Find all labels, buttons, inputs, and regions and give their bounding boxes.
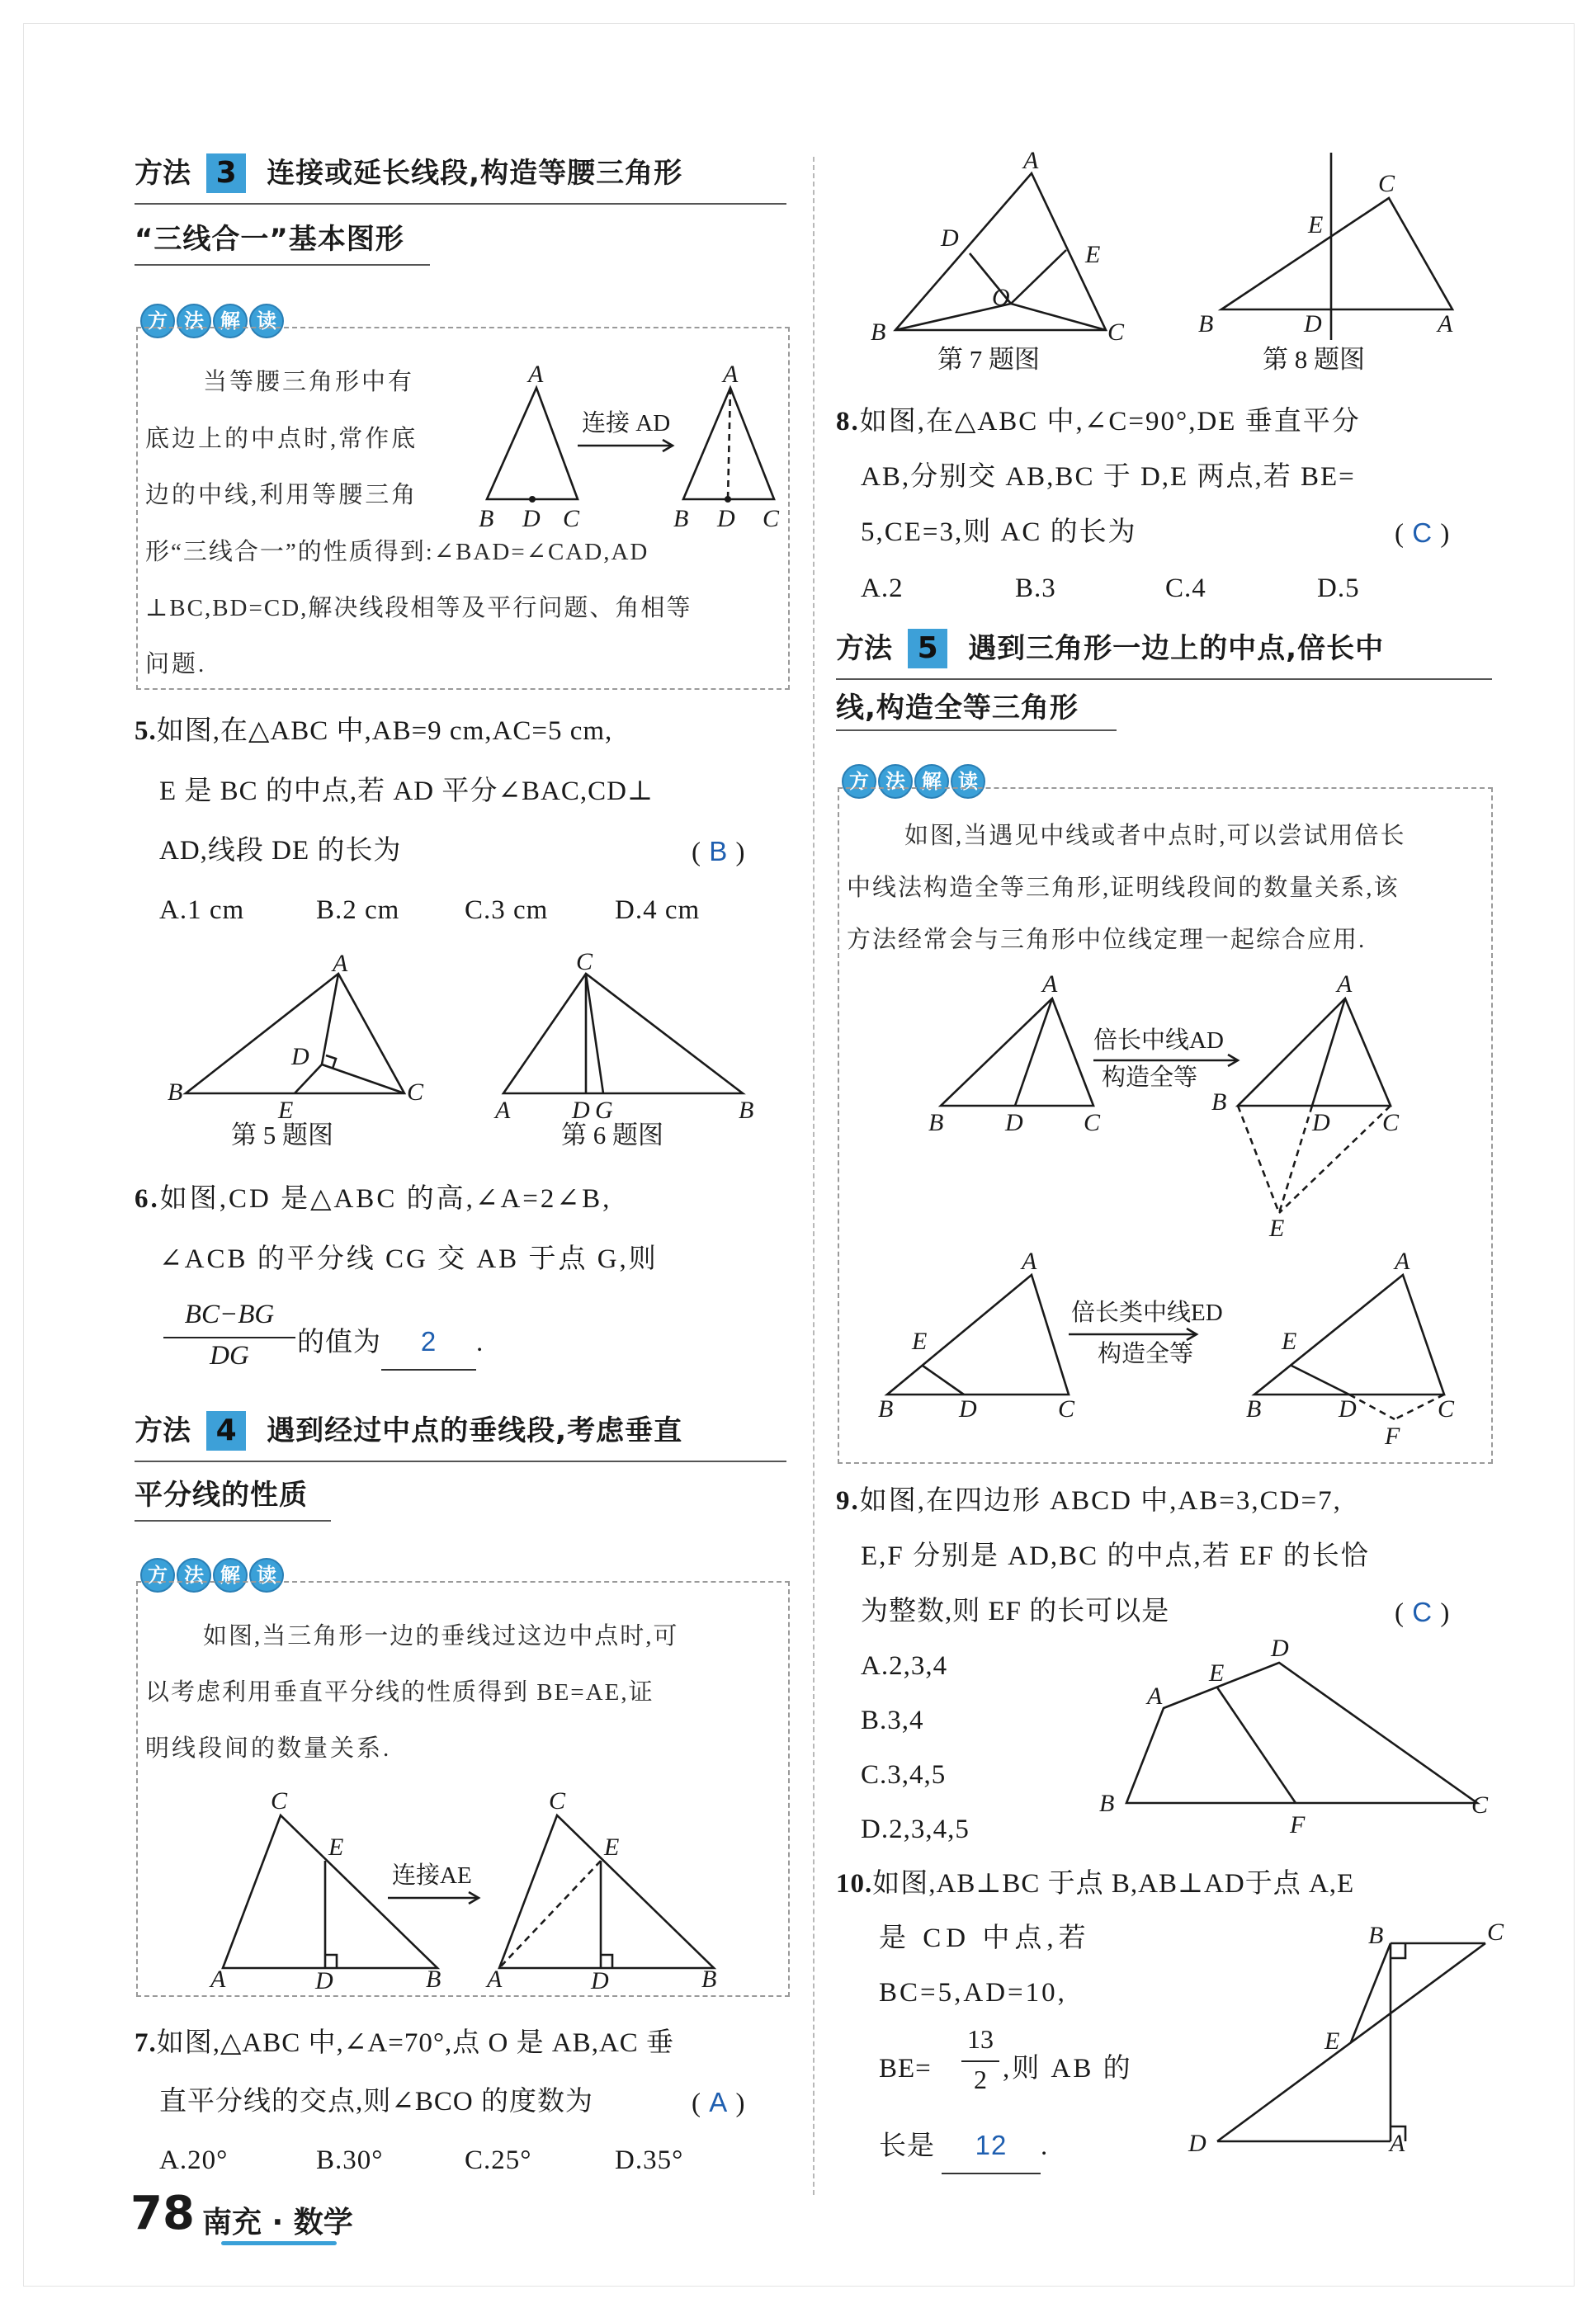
option: B.3 — [1015, 573, 1056, 603]
svg-text:倍长类中线ED: 倍长类中线ED — [1071, 1300, 1223, 1326]
option: C.4 — [1165, 573, 1206, 603]
method-title-cont: 平分线的性质 — [135, 1479, 308, 1512]
method-5-diagram-1 — [850, 970, 1485, 1242]
method-text: 问题. — [145, 651, 207, 677]
method-text: 中线法构造全等三角形,证明线段间的数量关系,该 — [847, 875, 1400, 901]
option: C.3 cm — [465, 895, 549, 925]
method-text: 方法经常会与三角形中位线定理一起综合应用. — [847, 927, 1367, 953]
page-number: 78 — [130, 2187, 195, 2240]
method-3-diagram — [462, 363, 784, 536]
question-8-line: AB,分别交 AB,BC 于 D,E 两点,若 BE= — [861, 462, 1356, 492]
svg-text:A: A — [1337, 970, 1353, 998]
svg-text:D: D — [572, 1097, 590, 1124]
svg-text:B: B — [479, 505, 494, 532]
method-number: 4 — [206, 1411, 246, 1451]
svg-text:A: A — [1023, 147, 1039, 174]
method-label: 方法 — [135, 157, 191, 190]
svg-text:A: A — [210, 1966, 226, 1993]
heading-rule — [135, 1461, 786, 1462]
answer-bracket: ( A ) — [692, 2087, 746, 2118]
option: B.30° — [316, 2145, 384, 2175]
heading-rule — [836, 678, 1492, 680]
question-5-line: AD,线段 DE 的长为 — [159, 836, 402, 866]
option: B.3,4 — [861, 1706, 924, 1735]
figure-caption: 第 6 题图 — [561, 1121, 663, 1149]
svg-text:A: A — [1395, 1248, 1410, 1275]
answer-blank: 2 — [381, 1314, 476, 1371]
question-5: 5.如图,在△ABC 中,AB=9 cm,AC=5 cm, — [135, 716, 613, 746]
method-text: 当等腰三角形中有 — [203, 369, 415, 395]
question-9-line: E,F 分别是 AD,BC 的中点,若 EF 的长恰 — [861, 1541, 1370, 1571]
figure-5-6 — [161, 948, 772, 1135]
question-10-line: BC=5,AD=10, — [879, 1978, 1067, 2008]
svg-text:构造全等: 构造全等 — [1098, 1341, 1194, 1367]
svg-text:A: A — [1438, 310, 1453, 337]
question-6: 6.如图,CD 是△ABC 的高,∠A=2∠B, — [135, 1184, 612, 1214]
svg-text:B: B — [871, 319, 886, 346]
svg-text:E: E — [1209, 1659, 1225, 1687]
fraction-denominator: DG — [210, 1341, 249, 1371]
svg-text:E: E — [278, 1097, 294, 1124]
method-title-cont: 线,构造全等三角形 — [836, 691, 1079, 724]
svg-text:B: B — [739, 1097, 754, 1124]
svg-text:E: E — [328, 1834, 344, 1861]
svg-text:B: B — [168, 1078, 183, 1106]
option: A.20° — [159, 2145, 229, 2175]
svg-text:A: A — [333, 950, 348, 977]
method-title: 遇到三角形一边上的中点,倍长中 — [968, 632, 1385, 665]
question-10: 10.如图,AB⊥BC 于点 B,AB⊥AD于点 A,E — [836, 1869, 1355, 1899]
svg-text:C: C — [1471, 1791, 1489, 1819]
answer-bracket: ( C ) — [1395, 517, 1451, 549]
method-badge: 方 法 解 读 — [842, 764, 985, 799]
svg-text:D: D — [1271, 1635, 1289, 1662]
footer-text: 南充 · 数学 — [202, 2206, 353, 2240]
svg-text:D: D — [522, 505, 541, 532]
method-text: 底边上的中点时,常作底 — [145, 426, 418, 452]
svg-text:C: C — [1487, 1919, 1504, 1946]
svg-text:C: C — [1084, 1109, 1101, 1136]
svg-text:B: B — [1211, 1088, 1227, 1116]
fraction-bar — [163, 1337, 295, 1338]
method-text: 边的中线,利用等腰三角 — [145, 482, 418, 508]
question-8: 8.如图,在△ABC 中,∠C=90°,DE 垂直平分 — [836, 407, 1361, 437]
svg-text:D: D — [591, 1967, 609, 1994]
fraction-numerator: BC−BG — [184, 1300, 275, 1329]
option: D.5 — [1317, 573, 1360, 603]
svg-text:A: A — [528, 361, 544, 388]
method-text: 形“三线合一”的性质得到:∠BAD=∠CAD,AD — [145, 539, 649, 565]
method-5-diagram-2 — [866, 1242, 1485, 1456]
svg-text:C: C — [1378, 170, 1395, 197]
question-5-line: E 是 BC 的中点,若 AD 平分∠BAC,CD⊥ — [159, 776, 654, 806]
svg-text:D: D — [1339, 1395, 1357, 1423]
option: C.3,4,5 — [861, 1760, 947, 1790]
svg-text:E: E — [604, 1834, 620, 1861]
method-label: 方法 — [836, 632, 892, 665]
figure-caption: 第 7 题图 — [937, 345, 1040, 374]
svg-text:B: B — [673, 505, 689, 532]
question-7-line: 直平分线的交点,则∠BCO 的度数为 — [159, 2087, 594, 2117]
svg-text:A: A — [723, 361, 739, 388]
option: C.25° — [465, 2145, 532, 2175]
figure-10 — [1180, 1919, 1510, 2166]
svg-text:C: C — [549, 1787, 566, 1815]
svg-text:B: B — [928, 1109, 944, 1136]
question-9-line: 为整数,则 EF 的长可以是 — [861, 1597, 1170, 1626]
question-8-line: 5,CE=3,则 AC 的长为 — [861, 517, 1137, 547]
figure-9 — [1089, 1635, 1502, 1844]
heading-rule — [135, 264, 430, 266]
option: A.2 — [861, 573, 904, 603]
fraction-denominator: 2 — [974, 2065, 987, 2094]
svg-text:D: D — [717, 505, 735, 532]
option: B.2 cm — [316, 895, 400, 925]
svg-text:C: C — [763, 505, 780, 532]
method-title: 遇到经过中点的垂线段,考虑垂直 — [267, 1414, 683, 1447]
svg-text:E: E — [1085, 241, 1101, 268]
svg-text:B: B — [701, 1966, 717, 1993]
method-number: 3 — [206, 153, 246, 193]
heading-rule — [135, 203, 786, 205]
svg-text:A: A — [1147, 1683, 1163, 1710]
svg-text:C: C — [563, 505, 580, 532]
svg-text:C: C — [1438, 1395, 1455, 1423]
method-text: 如图,当三角形一边的垂线过这边中点时,可 — [203, 1623, 679, 1650]
heading-rule — [836, 729, 1117, 731]
method-3-heading — [135, 150, 682, 193]
question-10-tail: ,则 AB 的 — [1003, 2054, 1133, 2084]
svg-text:B: B — [878, 1395, 894, 1423]
method-title: 连接或延长线段,构造等腰三角形 — [267, 157, 683, 190]
svg-text:A: A — [1390, 2130, 1405, 2157]
method-text: 以考虑利用垂直平分线的性质得到 BE=AE,证 — [145, 1679, 654, 1706]
method-5-heading — [836, 625, 1384, 668]
svg-text:B: B — [426, 1966, 441, 1993]
svg-text:D: D — [291, 1043, 309, 1070]
svg-text:B: B — [1099, 1790, 1115, 1817]
method-label: 方法 — [135, 1414, 191, 1447]
svg-text:E: E — [1282, 1328, 1297, 1355]
svg-text:D: D — [1188, 2130, 1206, 2157]
svg-text:G: G — [595, 1097, 613, 1124]
svg-text:C: C — [1382, 1109, 1400, 1136]
footer-underline — [221, 2241, 337, 2245]
svg-text:C: C — [271, 1787, 288, 1815]
question-7: 7.如图,△ABC 中,∠A=70°,点 O 是 AB,AC 垂 — [135, 2028, 675, 2058]
answer-bracket: ( B ) — [692, 836, 746, 867]
question-10-be: BE= — [879, 2054, 932, 2084]
svg-text:D: D — [941, 224, 959, 252]
method-text: ⊥BC,BD=CD,解决线段相等及平行问题、角相等 — [145, 595, 692, 621]
question-6-line: ∠ACB 的平分线 CG 交 AB 于点 G,则 — [159, 1244, 659, 1274]
fraction-bar — [961, 2060, 999, 2062]
svg-text:B: B — [1246, 1395, 1262, 1423]
svg-text:F: F — [1290, 1811, 1306, 1838]
svg-text:C: C — [1058, 1395, 1075, 1423]
svg-text:D: D — [959, 1395, 977, 1423]
svg-text:F: F — [1385, 1423, 1400, 1450]
svg-text:E: E — [912, 1328, 928, 1355]
svg-text:C: C — [1107, 319, 1125, 346]
column-divider — [813, 157, 815, 2195]
figure-caption: 第 8 题图 — [1263, 345, 1365, 374]
svg-text:A: A — [487, 1966, 503, 1993]
option: A.1 cm — [159, 895, 245, 925]
option: A.2,3,4 — [861, 1651, 948, 1681]
method-text: 明线段间的数量关系. — [145, 1735, 392, 1762]
option: D.4 cm — [615, 895, 701, 925]
method-4-heading — [135, 1408, 682, 1451]
svg-text:连接AE: 连接AE — [392, 1862, 472, 1889]
question-6-tail: 的值为 2 . — [297, 1314, 484, 1371]
answer-bracket: ( C ) — [1395, 1597, 1451, 1628]
svg-text:D: D — [1005, 1109, 1023, 1136]
svg-text:A: A — [1042, 970, 1058, 998]
svg-text:B: B — [1198, 310, 1214, 337]
svg-text:连接 AD: 连接 AD — [582, 410, 671, 437]
svg-text:C: C — [576, 948, 593, 975]
question-10-last: 长是 12 . — [879, 2117, 1048, 2174]
svg-text:D: D — [315, 1967, 333, 1994]
svg-text:A: A — [495, 1097, 511, 1124]
fraction-numerator: 13 — [967, 2024, 994, 2054]
method-badge: 方 法 解 读 — [140, 304, 284, 338]
method-badge: 方 法 解 读 — [140, 1558, 284, 1593]
figure-caption: 第 5 题图 — [231, 1121, 333, 1149]
figure-7-8 — [850, 149, 1510, 355]
question-9: 9.如图,在四边形 ABCD 中,AB=3,CD=7, — [836, 1486, 1342, 1516]
svg-text:构造全等: 构造全等 — [1102, 1064, 1198, 1091]
svg-text:D: D — [1304, 310, 1322, 337]
option: D.2,3,4,5 — [861, 1815, 970, 1844]
svg-text:O: O — [992, 284, 1010, 311]
svg-text:E: E — [1324, 2027, 1340, 2055]
method-text: 如图,当遇见中线或者中点时,可以尝试用倍长 — [904, 823, 1406, 849]
svg-text:倍长中线AD: 倍长中线AD — [1093, 1027, 1224, 1054]
option: D.35° — [615, 2145, 684, 2175]
svg-text:B: B — [1368, 1922, 1384, 1949]
svg-text:A: A — [1022, 1248, 1037, 1275]
question-10-line: 是 CD 中点,若 — [879, 1923, 1091, 1953]
svg-text:D: D — [1312, 1109, 1330, 1136]
method-4-diagram — [149, 1787, 776, 1994]
heading-rule — [135, 1520, 331, 1522]
method-title-cont: “三线合一”基本图形 — [135, 223, 404, 256]
answer-blank: 12 — [942, 2117, 1041, 2174]
svg-text:E: E — [1308, 211, 1324, 238]
method-number: 5 — [908, 629, 947, 668]
svg-text:E: E — [1269, 1215, 1285, 1242]
svg-text:C: C — [407, 1078, 424, 1106]
